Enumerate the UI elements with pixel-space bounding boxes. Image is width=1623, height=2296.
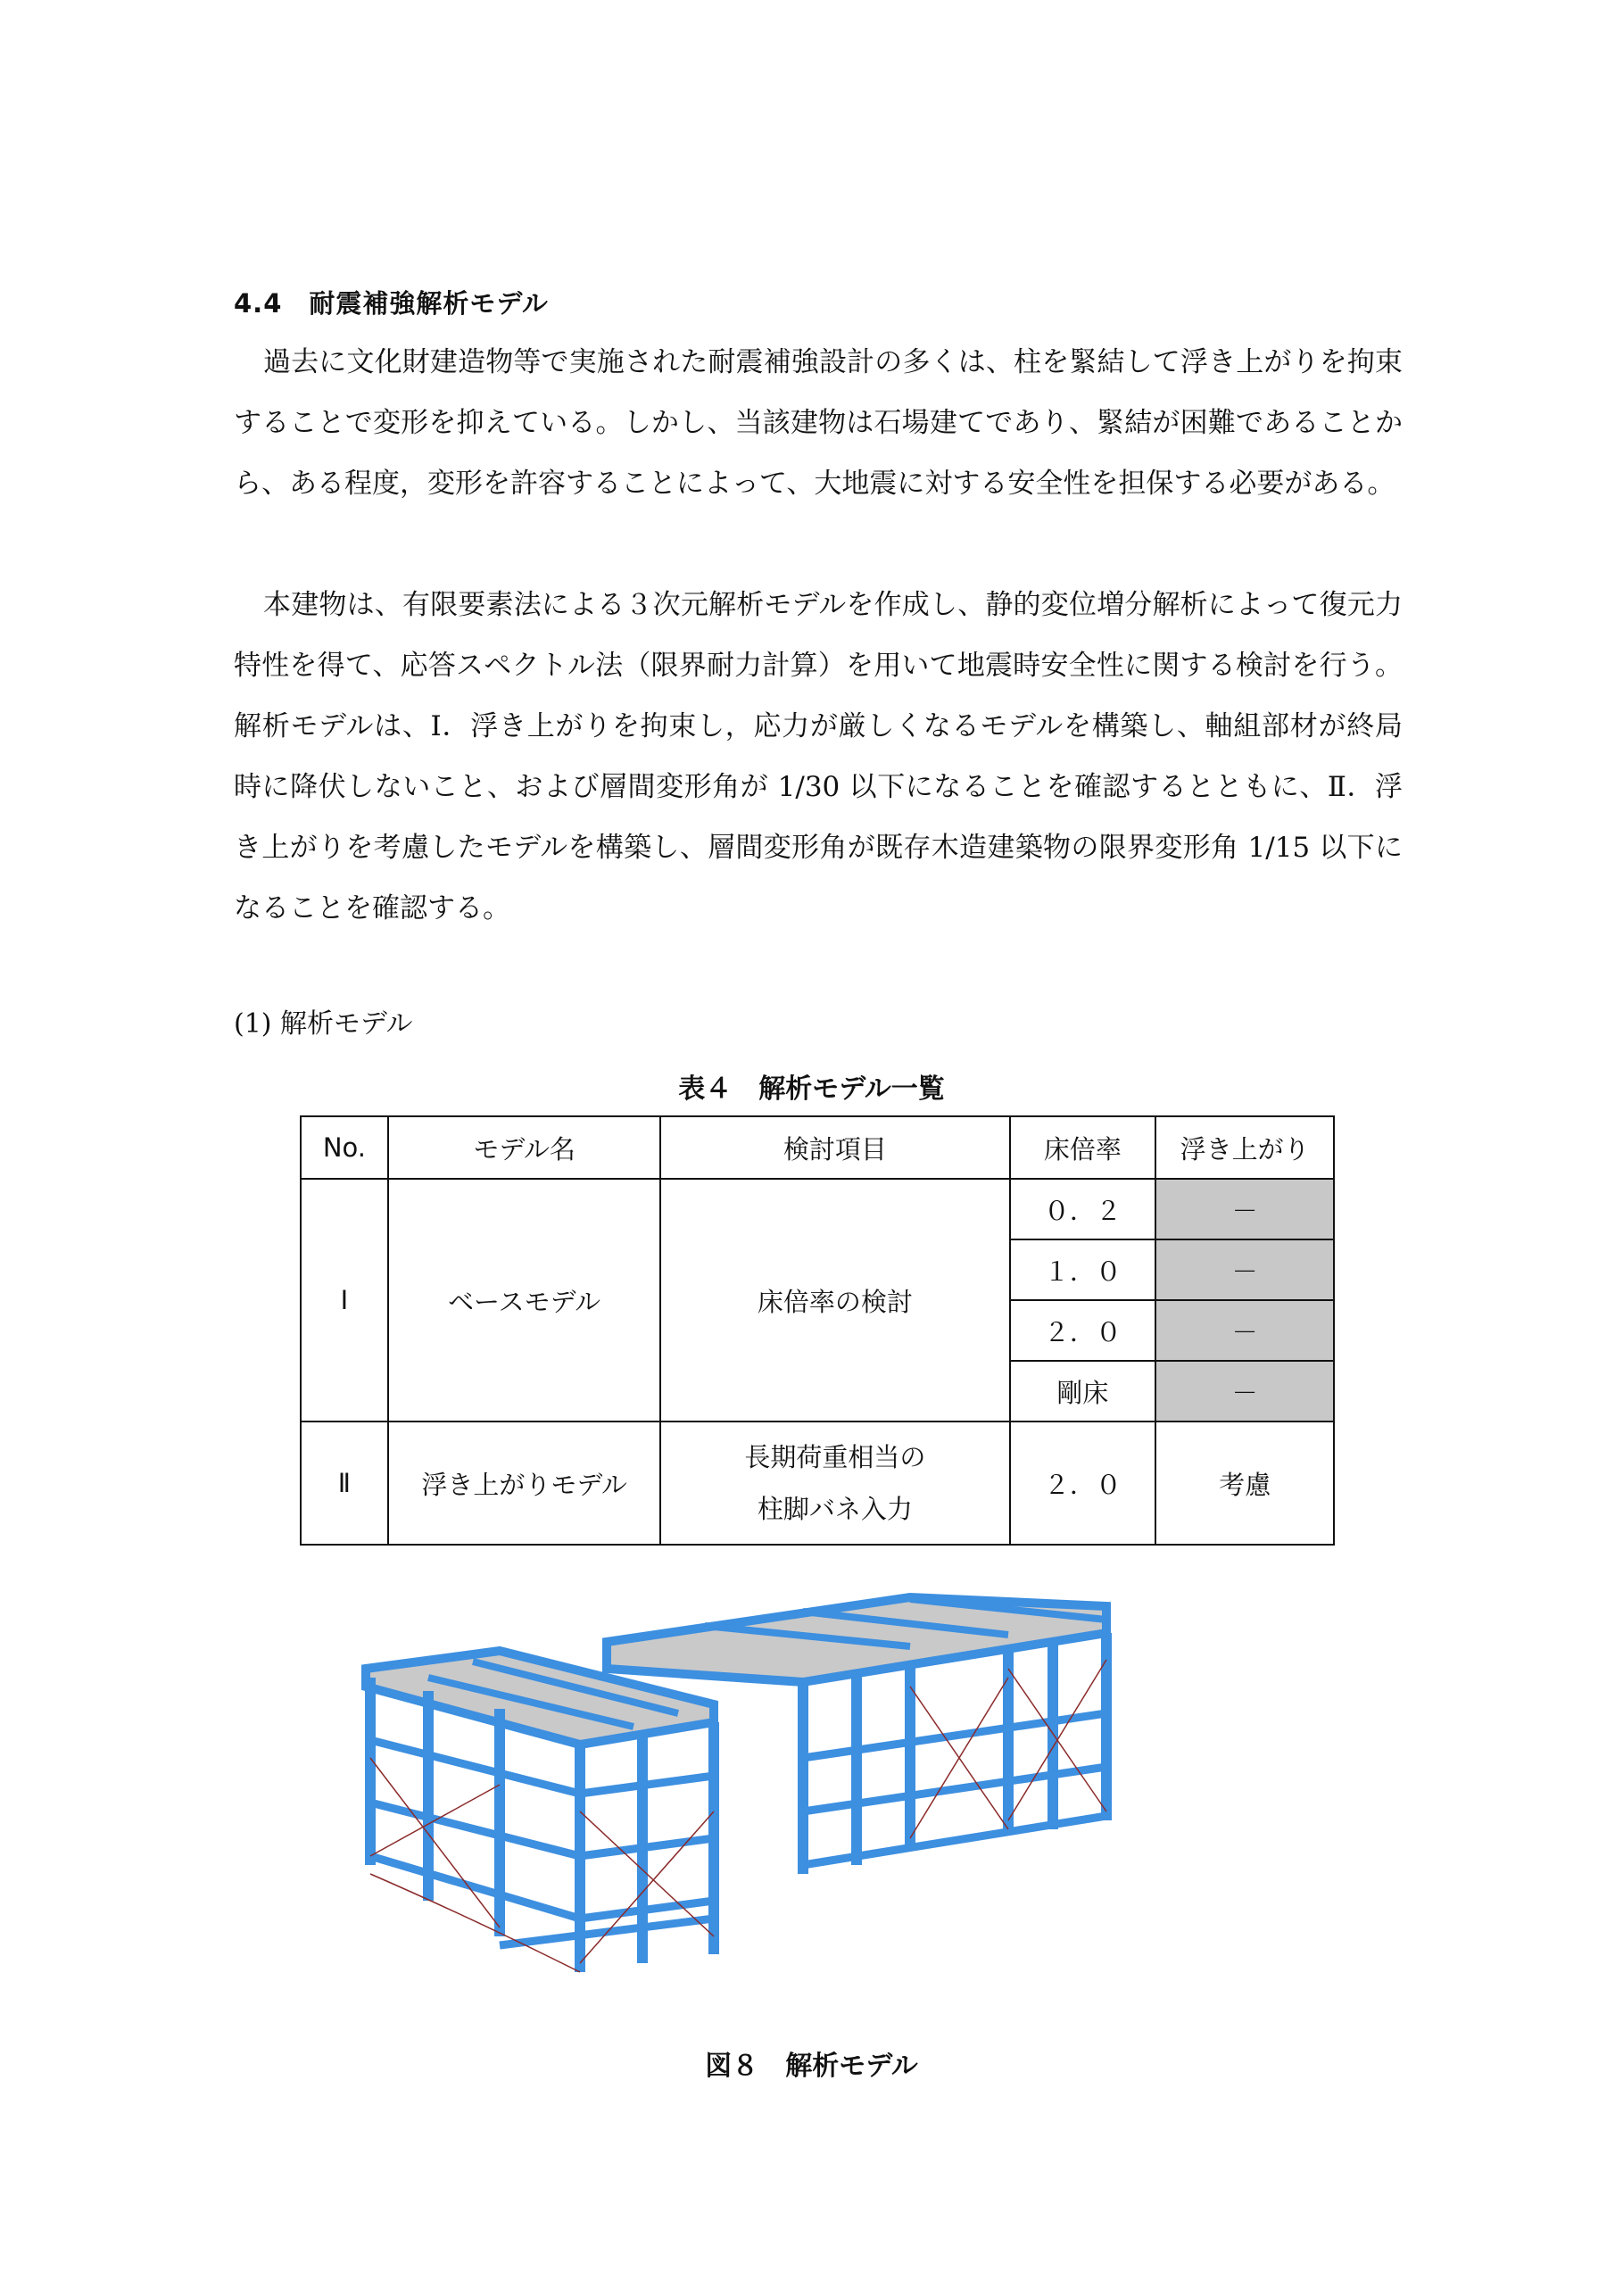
model2-item-line2: 柱脚バネ入力 <box>757 1494 913 1524</box>
header-no: No. <box>301 1116 388 1179</box>
header-model-name: モデル名 <box>388 1116 660 1179</box>
analysis-model-figure <box>339 1579 1303 2026</box>
subheading: (1) 解析モデル <box>234 1008 413 1040</box>
table-row <box>301 1422 1334 1545</box>
paragraph-2: 本建物は、有限要素法による３次元解析モデルを作成し、静的変位増分解析によって復元力特性を得て、応答スペクトル法（限界耐力計算）を用いて地震時安全性に関する検討を行う。解析モデルは、Ⅰ．浮き上がりを拘束し，応力が厳しくなるモデルを構築し、軸組部材が終局時に降伏しないこと、および層間変形角が 1/30 以下になることを確認するとともに、Ⅱ．浮き上がりを考慮したモデルを構築し、層間変形角が既存木造建築物の限界変形角 1/15 以下になることを確認する。 <box>234 589 1403 924</box>
model2-ratio: ２．０ <box>1010 1422 1156 1545</box>
model1-ratio-1: ０．２ <box>1010 1179 1156 1239</box>
table-row <box>301 1179 1334 1239</box>
model1-no: Ⅰ <box>301 1179 388 1422</box>
model2-item <box>660 1422 1009 1545</box>
model2-uplift: 考慮 <box>1155 1422 1334 1545</box>
model1-uplift-2: － <box>1155 1239 1334 1300</box>
model1-item: 床倍率の検討 <box>660 1179 1009 1422</box>
model1-name: ベースモデル <box>388 1179 660 1422</box>
model1-uplift-1: － <box>1155 1179 1334 1239</box>
rear-wing <box>607 1597 1106 1874</box>
model2-name: 浮き上がりモデル <box>388 1422 660 1545</box>
model-table <box>300 1115 1335 1546</box>
model2-item-line1: 長期荷重相当の <box>744 1442 926 1472</box>
header-item: 検討項目 <box>660 1116 1009 1179</box>
section-heading: 4.4 耐震補強解析モデル <box>234 288 549 319</box>
model2-no: Ⅱ <box>301 1422 388 1545</box>
front-wing <box>366 1651 714 1972</box>
table-caption: 表４ 解析モデル一覧 <box>678 1073 945 1105</box>
model1-ratio-2: １．０ <box>1010 1239 1156 1300</box>
figure-caption: 図８ 解析モデル <box>705 2051 918 2082</box>
model1-ratio-4: 剛床 <box>1010 1361 1156 1422</box>
table-header-row <box>301 1116 1334 1179</box>
header-floor-ratio: 床倍率 <box>1010 1116 1156 1179</box>
paragraph-1: 過去に文化財建造物等で実施された耐震補強設計の多くは、柱を緊結して浮き上がりを拘束することで変形を抑えている。しかし、当該建物は石場建てであり、緊結が困難であることから、ある程度，変形を許容することによって、大地震に対する安全性を担保する必要がある。 <box>234 346 1403 500</box>
header-uplift: 浮き上がり <box>1155 1116 1334 1179</box>
model1-uplift-4: － <box>1155 1361 1334 1422</box>
model1-ratio-3: ２．０ <box>1010 1300 1156 1361</box>
model1-uplift-3: － <box>1155 1300 1334 1361</box>
